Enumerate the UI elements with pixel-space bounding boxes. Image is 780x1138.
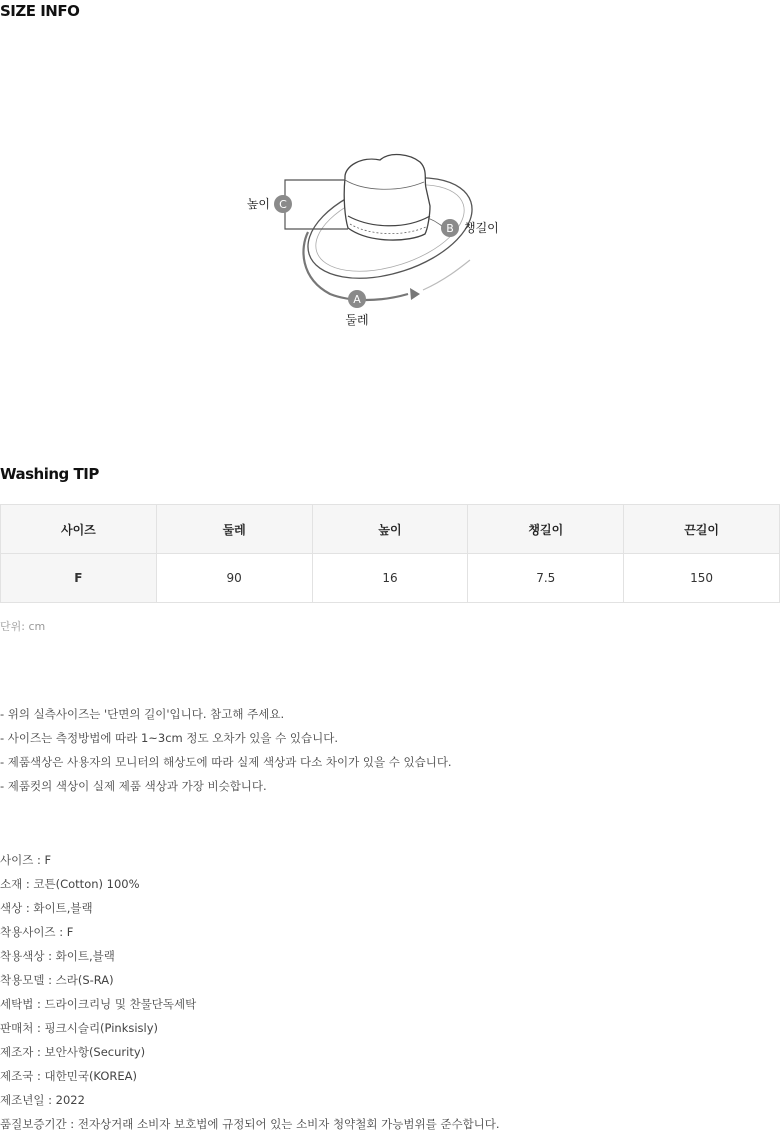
header-circumference: 둘레	[156, 505, 312, 554]
header-strap-length: 끈길이	[624, 505, 780, 554]
spec-year: 제조년일 : 2022	[0, 1093, 85, 1107]
size-table	[0, 504, 780, 603]
header-brim-length: 챙길이	[468, 505, 624, 554]
list-item: - 제품색상은 사용자의 모니터의 해상도에 따라 실제 색상과 다소 차이가 있을 수 있습니다.	[0, 755, 452, 769]
spec-material: 소재 : 코튼(Cotton) 100%	[0, 877, 140, 891]
header-height: 높이	[312, 505, 468, 554]
circumference-marker-a-letter: A	[353, 293, 361, 306]
spec-seller: 판매처 : 핑크시슬리(Pinksisly)	[0, 1021, 159, 1035]
bucket-hat-size-diagram	[240, 148, 510, 333]
cell-strap-length: 150	[624, 554, 780, 603]
cell-circumference: 90	[156, 554, 312, 603]
spec-color: 색상 : 화이트,블랙	[0, 901, 93, 915]
hat-diagram-svg	[240, 148, 510, 333]
circumference-arrowhead	[410, 288, 420, 300]
spec-size: 사이즈 : F	[0, 853, 52, 867]
hat-crown	[344, 154, 430, 240]
size-info-title: SIZE INFO	[0, 2, 80, 20]
spec-worn-size: 착용사이즈 : F	[0, 925, 74, 939]
spec-worn-color: 착용색상 : 화이트,블랙	[0, 949, 115, 963]
list-item: - 제품컷의 색상이 실제 제품 색상과 가장 비슷합니다.	[0, 779, 267, 793]
washing-tip-title: Washing TIP	[0, 465, 99, 483]
header-size: 사이즈	[1, 505, 157, 554]
brim-marker-b-letter: B	[446, 222, 454, 235]
spec-country: 제조국 : 대한민국(KOREA)	[0, 1069, 138, 1083]
size-table-header-row	[1, 505, 780, 554]
spec-model: 착용모델 : 스라(S-RA)	[0, 973, 114, 987]
spec-warranty: 품질보증기간 : 전자상거래 소비자 보호법에 규정되어 있는 소비자 청약철회 가능범위를 준수합니다.	[0, 1117, 500, 1131]
spec-manufacturer: 제조자 : 보안사항(Security)	[0, 1045, 146, 1059]
circumference-arrow	[303, 232, 408, 300]
brim-length-label: 챙길이	[464, 221, 499, 235]
table-row	[1, 554, 780, 603]
height-bracket	[285, 180, 348, 229]
height-marker-c-letter: C	[279, 198, 287, 211]
cell-brim-length: 7.5	[468, 554, 624, 603]
cell-height: 16	[312, 554, 468, 603]
unit-note: 단위: cm	[0, 620, 46, 633]
height-label: 높이	[246, 197, 270, 211]
product-specs-list	[0, 850, 500, 1138]
list-item: - 사이즈는 측정방법에 따라 1~3cm 정도 오차가 있을 수 있습니다.	[0, 731, 339, 745]
cell-size: F	[1, 554, 157, 603]
spec-washing: 세탁법 : 드라이크리닝 및 찬물단독세탁	[0, 997, 197, 1011]
size-notes-list	[0, 704, 452, 800]
list-item: - 위의 실측사이즈는 '단면의 길이'입니다. 참고해 주세요.	[0, 707, 285, 721]
circumference-label: 둘레	[345, 313, 369, 327]
circumference-tail	[423, 260, 470, 290]
